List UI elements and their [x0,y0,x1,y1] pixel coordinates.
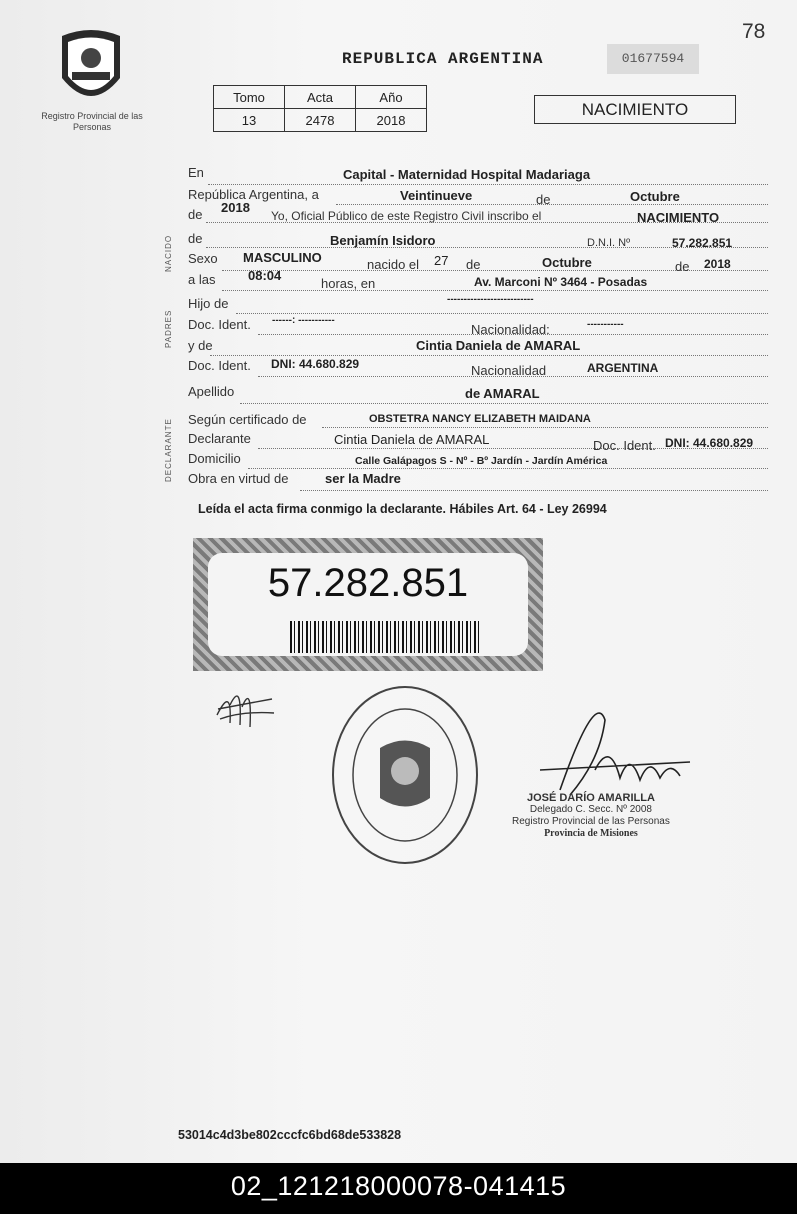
label-apellido: Apellido [188,384,235,399]
org-label: Registro Provincial de las Personas [41,111,143,132]
label-segun: Según certificado de [188,412,307,427]
dni-card-number: 57.282.851 [267,561,469,605]
official-line2: Registro Provincial de las Personas [512,816,670,827]
value-padre-doc: ------: ----------- [272,315,335,326]
barcode [290,621,480,653]
value-madre-doc: DNI: 44.680.829 [271,357,360,371]
label-obra: Obra en virtud de [188,471,289,486]
label-de: de [536,192,551,207]
value-lugar: Capital - Maternidad Hospital Madariaga [343,167,591,182]
value-anio: 2018 [356,109,427,132]
side-label-declarante: DECLARANTE [164,418,173,482]
value-certificado: OBSTETRA NANCY ELIZABETH MAIDANA [369,413,591,425]
value-inscribe: NACIMIENTO [637,210,720,225]
side-label-nacido: NACIDO [164,234,173,272]
label-dni: D.N.I. Nº [587,237,631,249]
value-nac-anio: 2018 [704,257,731,271]
value-direccion: Av. Marconi Nº 3464 - Posadas [474,275,648,289]
value-domicilio: Calle Galápagos S - Nº - Bº Jardín - Jardín América [355,455,608,467]
label-domicilio: Domicilio [188,451,241,466]
header-anio: Año [356,86,427,109]
value-acta: 2478 [285,109,356,132]
dni-card [193,538,543,671]
registry-table [213,85,427,132]
value-obra: ser la Madre [325,471,401,486]
label-doc-ident: Doc. Ident. [188,317,251,332]
provincial-seal-icon [54,28,128,108]
label-en: En [188,165,204,180]
value-dia: Veintinueve [400,188,473,203]
footer-id-bar: 02_121218000078-041415 [0,1163,797,1214]
label-de2: de [466,257,481,272]
declarant-signature-icon [212,675,277,735]
value-madre-nac: ARGENTINA [587,361,659,375]
official-block [512,792,670,840]
label-de-nacido: de [188,231,203,246]
value-tomo: 13 [214,109,285,132]
reading-statement: Leída el acta firma conmigo la declarante. Hábiles Art. 64 - Ley 26994 [198,502,607,516]
record-type-box: NACIMIENTO [534,95,736,124]
side-label-padres: PADRES [164,309,173,348]
page-number: 78 [742,20,766,43]
value-apellido: de AMARAL [465,386,540,401]
value-mes: Octubre [630,189,680,204]
label-doc-ident-declarante: Doc. Ident. [593,438,656,453]
label-declarante: Declarante [188,431,251,446]
label-y-de: y de [188,338,213,353]
value-nac-mes: Octubre [542,255,592,270]
document-title: REPUBLICA ARGENTINA [342,50,544,68]
label-hijo-de: Hijo de [188,296,229,311]
label-a-las: a las [188,272,216,287]
value-nombre: Benjamín Isidoro [330,233,436,248]
label-nacionalidad-madre: Nacionalidad [471,363,547,378]
official-line3: Provincia de Misiones [544,828,638,839]
label-yo: Yo, Oficial Público de este Registro Civil inscribo el [271,209,542,223]
label-de3: de [675,259,690,274]
label-doc-ident-madre: Doc. Ident. [188,358,251,373]
value-hijo-de: -------------------------- [447,294,534,305]
value-declarante-doc: DNI: 44.680.829 [665,436,754,450]
value-padre-nac: ----------- [587,319,624,330]
value-sexo: MASCULINO [243,250,322,265]
official-line1: Delegado C. Secc. Nº 2008 [529,804,652,815]
label-sexo: Sexo [188,251,218,266]
official-stamp-icon [330,683,480,868]
header-acta: Acta [285,86,356,109]
value-hora: 08:04 [248,268,282,283]
value-madre: Cintia Daniela de AMARAL [416,338,581,353]
label-nacido-el: nacido el [367,257,420,272]
value-anio: 2018 [221,200,250,215]
label-de-anio: de [188,207,203,222]
value-declarante: Cintia Daniela de AMARAL [334,432,490,447]
value-dni: 57.282.851 [672,236,733,250]
value-nac-dia: 27 [434,253,449,268]
official-name: JOSÉ DARÍO AMARILLA [526,792,655,804]
header-tomo: Tomo [214,86,285,109]
document-hash: 53014c4d3be802cccfc6bd68de533828 [178,1128,402,1142]
label-horas-en: horas, en [321,276,376,291]
dni-card-inner [208,553,528,656]
serial-number: 01677594 [607,44,699,74]
label-nacionalidad: Nacionalidad: [471,322,550,337]
label-republica: República Argentina, a [188,187,319,202]
